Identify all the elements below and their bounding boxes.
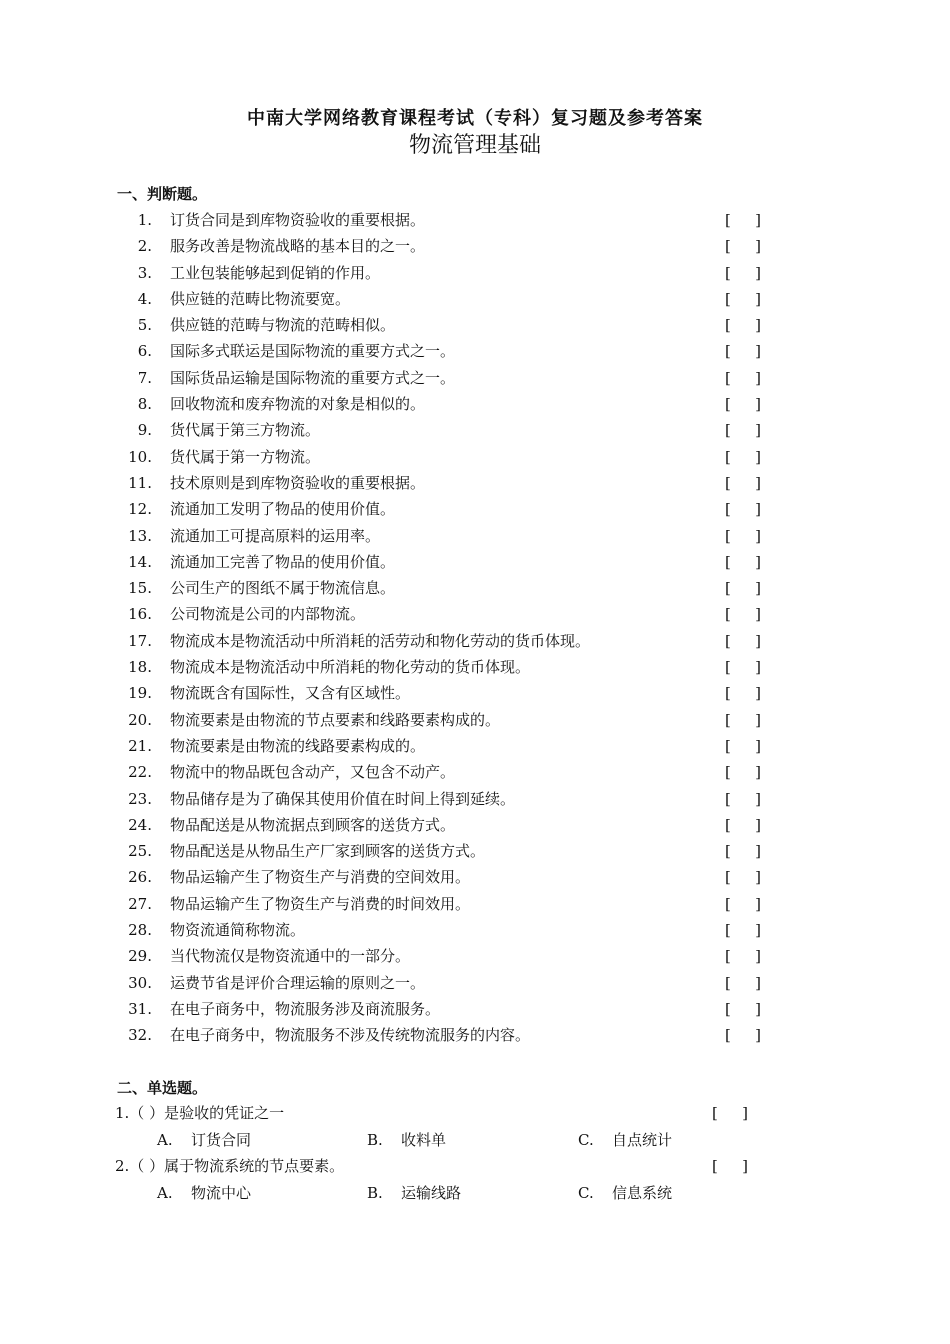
answer-bracket — [725, 392, 761, 416]
question-number: 21. — [128, 736, 152, 755]
question-row — [0, 971, 950, 997]
answer-bracket — [725, 918, 761, 942]
question-text: 公司物流是公司的内部物流。 — [170, 605, 366, 624]
bracket-open: [ — [725, 552, 731, 571]
option-a — [157, 1181, 251, 1205]
question-number: 27. — [128, 894, 152, 913]
question-text: 供应链的范畴与物流的范畴相似。 — [170, 316, 396, 335]
question-row — [0, 339, 950, 365]
bracket-open: [ — [725, 842, 731, 861]
question-text: 货代属于第三方物流。 — [170, 421, 321, 440]
question-row — [0, 208, 950, 234]
option-b — [367, 1128, 446, 1152]
bracket-open: [ — [725, 526, 731, 545]
answer-bracket — [725, 629, 761, 653]
answer-bracket — [725, 339, 761, 363]
question-row — [0, 497, 950, 523]
question-text: 货代属于第一方物流。 — [170, 447, 321, 466]
bracket-open: [ — [725, 947, 731, 966]
question-text: 物流要素是由物流的节点要素和线路要素构成的。 — [170, 710, 501, 729]
question-text: 物资流通简称物流。 — [170, 921, 306, 940]
bracket-open: [ — [725, 736, 731, 755]
bracket-close: ] — [755, 395, 761, 414]
bracket-open: [ — [725, 368, 731, 387]
question-text: 物品储存是为了确保其使用价值在时间上得到延续。 — [170, 789, 516, 808]
question-number: 23. — [128, 789, 152, 808]
question-number: 29. — [128, 947, 152, 966]
bracket-open: [ — [725, 342, 731, 361]
bracket-open: [ — [725, 500, 731, 519]
answer-bracket — [725, 602, 761, 626]
question-row — [0, 655, 950, 681]
question-row — [0, 918, 950, 944]
section-true-false-title: 一、判断题。 — [117, 185, 208, 203]
question-text: 工业包装能够起到促销的作用。 — [170, 263, 381, 282]
bracket-close: ] — [755, 947, 761, 966]
answer-bracket — [725, 681, 761, 705]
option-letter: B. — [367, 1131, 383, 1149]
question-text: 供应链的范畴比物流要宽。 — [170, 289, 351, 308]
bracket-close: ] — [742, 1157, 748, 1175]
question-text: 物品配送是从物流据点到顾客的送货方式。 — [170, 815, 456, 834]
question-row — [0, 366, 950, 392]
question-number: 32. — [128, 1026, 152, 1045]
question-number: 22. — [128, 763, 152, 782]
question-number: 26. — [128, 868, 152, 887]
bracket-close: ] — [755, 815, 761, 834]
exam-title: 中南大学网络教育课程考试（专科）复习题及参考答案 — [247, 108, 703, 129]
bracket-open: [ — [725, 211, 731, 229]
bracket-close: ] — [755, 710, 761, 729]
question-number: 9. — [137, 421, 152, 440]
option-c — [578, 1128, 672, 1152]
question-number: 11. — [128, 473, 152, 492]
bracket-open: [ — [712, 1157, 718, 1175]
question-number: 8. — [137, 395, 152, 414]
answer-bracket — [725, 471, 761, 495]
bracket-close: ] — [755, 579, 761, 598]
answer-bracket — [725, 655, 761, 679]
question-number: 12. — [128, 500, 152, 519]
answer-bracket — [725, 1023, 761, 1047]
bracket-open: [ — [725, 447, 731, 466]
bracket-close: ] — [755, 211, 761, 229]
bracket-open: [ — [725, 1026, 731, 1045]
question-text: 流通加工完善了物品的使用价值。 — [170, 552, 396, 571]
answer-bracket — [725, 839, 761, 863]
bracket-close: ] — [755, 552, 761, 571]
answer-bracket — [725, 892, 761, 916]
question-number: 19. — [128, 684, 152, 703]
question-row — [0, 392, 950, 418]
question-number: 15. — [128, 579, 152, 598]
answer-bracket — [725, 313, 761, 337]
question-row — [0, 892, 950, 918]
bracket-close: ] — [755, 736, 761, 755]
true-false-list — [0, 208, 950, 1050]
question-row — [0, 997, 950, 1023]
answer-bracket — [725, 787, 761, 811]
answer-bracket — [725, 813, 761, 837]
question-number: 14. — [128, 552, 152, 571]
question-text: 物流成本是物流活动中所消耗的物化劳动的货币体现。 — [170, 658, 531, 677]
answer-bracket — [725, 760, 761, 784]
answer-bracket — [725, 576, 761, 600]
option-text: 收料单 — [401, 1131, 447, 1149]
question-text: 物流要素是由物流的线路要素构成的。 — [170, 736, 426, 755]
bracket-open: [ — [725, 658, 731, 677]
option-letter: A. — [157, 1131, 173, 1149]
option-text: 自点统计 — [612, 1131, 673, 1149]
question-row — [0, 524, 950, 550]
bracket-open: [ — [725, 316, 731, 335]
bracket-close: ] — [755, 1026, 761, 1045]
option-text: 信息系统 — [612, 1184, 673, 1202]
bracket-close: ] — [755, 316, 761, 335]
question-row — [0, 418, 950, 444]
bracket-close: ] — [755, 894, 761, 913]
bracket-close: ] — [755, 999, 761, 1018]
bracket-close: ] — [755, 368, 761, 387]
option-text: 物流中心 — [191, 1184, 252, 1202]
bracket-open: [ — [725, 999, 731, 1018]
question-row — [0, 629, 950, 655]
question-row — [0, 234, 950, 260]
bracket-close: ] — [755, 421, 761, 440]
question-row — [0, 944, 950, 970]
question-text: 在电子商务中，物流服务不涉及传统物流服务的内容。 — [170, 1026, 531, 1045]
question-text: 物流成本是物流活动中所消耗的活劳动和物化劳动的货币体现。 — [170, 631, 591, 650]
option-text: 运输线路 — [401, 1184, 462, 1202]
answer-bracket — [712, 1101, 748, 1125]
question-text: 物流既含有国际性，又含有区域性。 — [170, 684, 411, 703]
question-number: 1. — [137, 211, 152, 229]
bracket-open: [ — [725, 815, 731, 834]
question-text: 1.（ ）是验收的凭证之一 — [115, 1104, 285, 1122]
question-row — [0, 602, 950, 628]
question-row — [0, 1023, 950, 1049]
bracket-open: [ — [725, 237, 731, 256]
option-a — [157, 1128, 251, 1152]
answer-bracket — [725, 287, 761, 311]
answer-bracket — [725, 944, 761, 968]
bracket-close: ] — [755, 631, 761, 650]
question-number: 13. — [128, 526, 152, 545]
question-row — [0, 287, 950, 313]
question-row — [0, 313, 950, 339]
bracket-close: ] — [755, 789, 761, 808]
bracket-open: [ — [725, 921, 731, 940]
bracket-open: [ — [725, 289, 731, 308]
question-number: 3. — [137, 263, 152, 282]
option-letter: A. — [157, 1184, 173, 1202]
question-text: 物品运输产生了物资生产与消费的时间效用。 — [170, 894, 471, 913]
question-number: 10. — [128, 447, 152, 466]
question-row — [0, 471, 950, 497]
question-row — [0, 813, 950, 839]
bracket-open: [ — [725, 395, 731, 414]
answer-bracket — [725, 997, 761, 1021]
question-text: 物流中的物品既包含动产，又包含不动产。 — [170, 763, 456, 782]
question-text: 技术原则是到库物资验收的重要根据。 — [170, 473, 426, 492]
bracket-close: ] — [755, 763, 761, 782]
question-number: 2. — [137, 237, 152, 256]
bracket-open: [ — [725, 421, 731, 440]
answer-bracket — [725, 208, 761, 232]
question-text: 流通加工发明了物品的使用价值。 — [170, 500, 396, 519]
question-text: 服务改善是物流战略的基本目的之一。 — [170, 237, 426, 256]
option-c — [578, 1181, 672, 1205]
bracket-close: ] — [755, 447, 761, 466]
bracket-close: ] — [755, 500, 761, 519]
question-number: 18. — [128, 658, 152, 677]
option-letter: B. — [367, 1184, 383, 1202]
question-text: 当代物流仅是物资流通中的一部分。 — [170, 947, 411, 966]
answer-bracket — [725, 550, 761, 574]
bracket-open: [ — [725, 894, 731, 913]
bracket-open: [ — [725, 973, 731, 992]
answer-bracket — [725, 524, 761, 548]
question-number: 7. — [137, 368, 152, 387]
answer-bracket — [725, 971, 761, 995]
bracket-open: [ — [725, 684, 731, 703]
question-row — [0, 681, 950, 707]
question-text: 物品配送是从物品生产厂家到顾客的送货方式。 — [170, 842, 486, 861]
answer-bracket — [725, 865, 761, 889]
question-text: 在电子商务中，物流服务涉及商流服务。 — [170, 999, 441, 1018]
question-number: 16. — [128, 605, 152, 624]
bracket-close: ] — [755, 973, 761, 992]
question-text: 订货合同是到库物资验收的重要根据。 — [170, 211, 426, 229]
bracket-close: ] — [755, 526, 761, 545]
answer-bracket — [725, 445, 761, 469]
bracket-open: [ — [725, 605, 731, 624]
option-text: 订货合同 — [191, 1131, 252, 1149]
bracket-open: [ — [725, 579, 731, 598]
question-row — [0, 734, 950, 760]
question-number: 20. — [128, 710, 152, 729]
question-text: 流通加工可提高原料的运用率。 — [170, 526, 381, 545]
answer-bracket — [725, 366, 761, 390]
bracket-close: ] — [755, 842, 761, 861]
bracket-open: [ — [725, 763, 731, 782]
question-number: 6. — [137, 342, 152, 361]
bracket-open: [ — [712, 1104, 718, 1122]
question-number: 25. — [128, 842, 152, 861]
bracket-close: ] — [755, 289, 761, 308]
bracket-close: ] — [755, 605, 761, 624]
answer-bracket — [725, 497, 761, 521]
question-text: 2.（ ）属于物流系统的节点要素。 — [115, 1157, 345, 1175]
bracket-open: [ — [725, 868, 731, 887]
bracket-close: ] — [755, 263, 761, 282]
question-row — [0, 576, 950, 602]
question-text: 回收物流和废弃物流的对象是相似的。 — [170, 395, 426, 414]
option-letter: C. — [578, 1184, 594, 1202]
bracket-close: ] — [755, 658, 761, 677]
question-row — [0, 550, 950, 576]
option-b — [367, 1181, 461, 1205]
question-text: 国际多式联运是国际物流的重要方式之一。 — [170, 342, 456, 361]
answer-bracket — [725, 734, 761, 758]
question-row — [0, 261, 950, 287]
question-text: 公司生产的图纸不属于物流信息。 — [170, 579, 396, 598]
question-number: 28. — [128, 921, 152, 940]
bracket-close: ] — [755, 473, 761, 492]
question-text: 物品运输产生了物资生产与消费的空间效用。 — [170, 868, 471, 887]
question-number: 31. — [128, 999, 152, 1018]
answer-bracket — [725, 261, 761, 285]
question-row — [0, 445, 950, 471]
bracket-open: [ — [725, 263, 731, 282]
option-letter: C. — [578, 1131, 594, 1149]
bracket-close: ] — [755, 684, 761, 703]
answer-bracket — [725, 708, 761, 732]
bracket-open: [ — [725, 710, 731, 729]
question-row — [0, 865, 950, 891]
question-text: 国际货品运输是国际物流的重要方式之一。 — [170, 368, 456, 387]
answer-bracket — [712, 1154, 748, 1178]
question-row — [0, 708, 950, 734]
bracket-close: ] — [755, 237, 761, 256]
answer-bracket — [725, 234, 761, 258]
section-single-choice-title: 二、单选题。 — [117, 1079, 208, 1097]
question-number: 24. — [128, 815, 152, 834]
question-row — [0, 787, 950, 813]
bracket-close: ] — [755, 868, 761, 887]
bracket-open: [ — [725, 789, 731, 808]
question-row — [0, 760, 950, 786]
bracket-close: ] — [755, 342, 761, 361]
bracket-open: [ — [725, 631, 731, 650]
question-number: 30. — [128, 973, 152, 992]
bracket-close: ] — [755, 921, 761, 940]
question-row — [0, 839, 950, 865]
bracket-open: [ — [725, 473, 731, 492]
bracket-close: ] — [742, 1104, 748, 1122]
answer-bracket — [725, 418, 761, 442]
question-number: 4. — [137, 289, 152, 308]
question-text: 运费节省是评价合理运输的原则之一。 — [170, 973, 426, 992]
question-number: 17. — [128, 631, 152, 650]
subject-title: 物流管理基础 — [408, 133, 541, 158]
question-number: 5. — [137, 316, 152, 335]
